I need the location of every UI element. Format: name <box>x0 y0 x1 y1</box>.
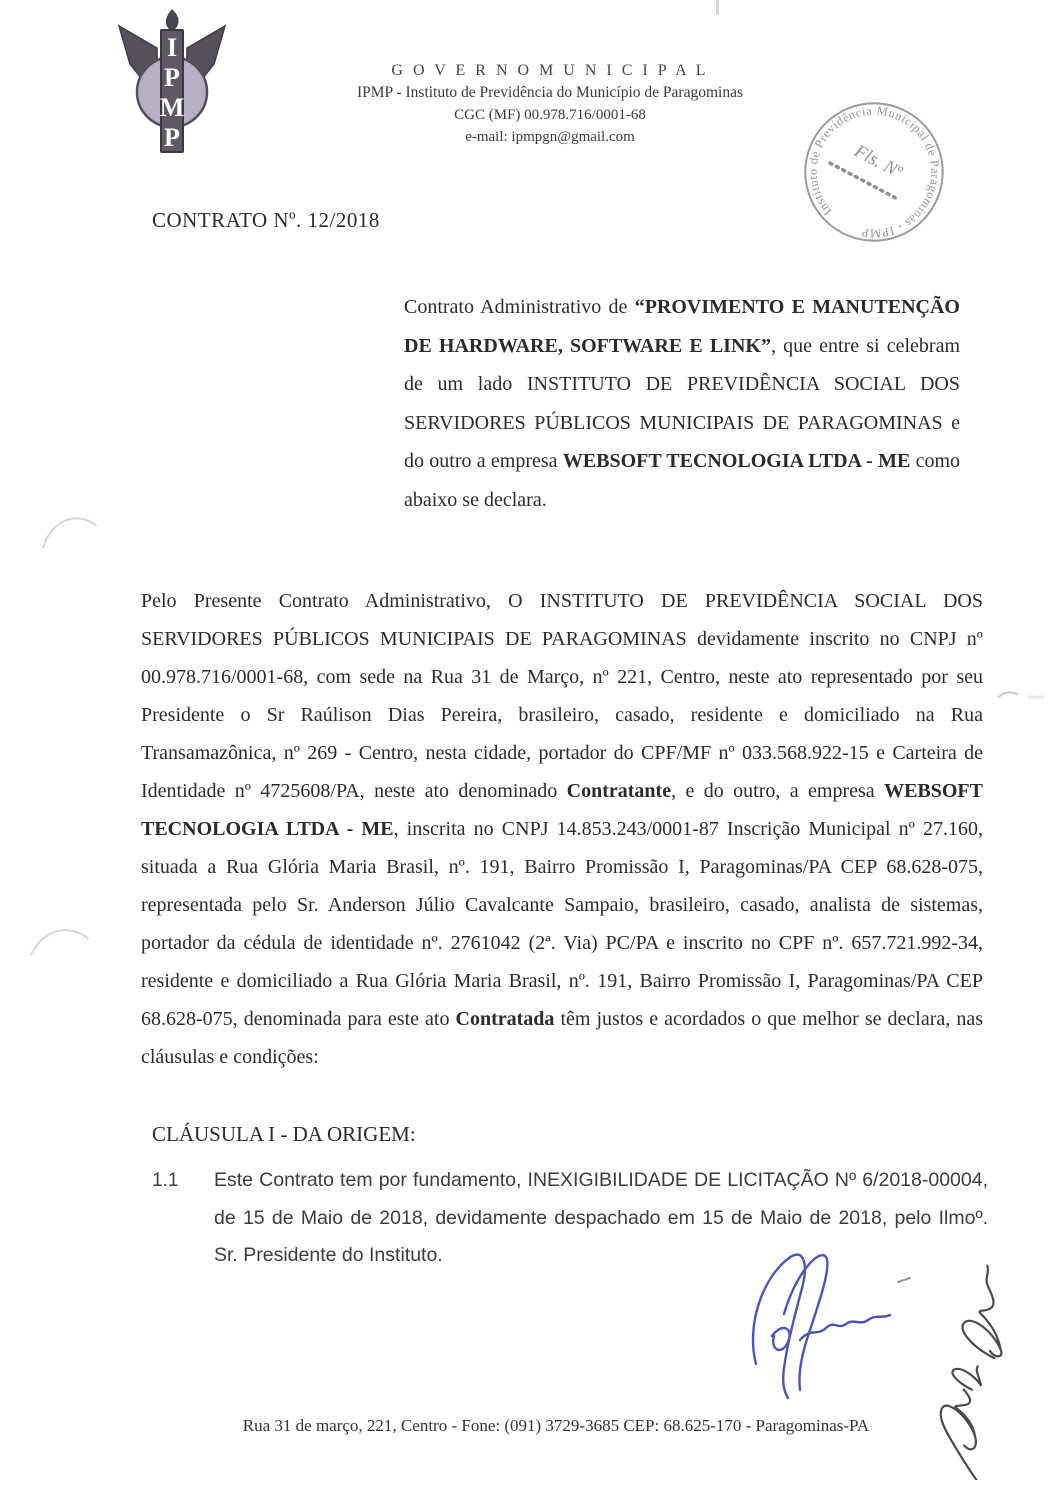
svg-text:P: P <box>164 63 180 92</box>
svg-text:P: P <box>164 123 180 152</box>
stamp-center <box>830 133 915 200</box>
contract-number: CONTRATO Nº. 12/2018 <box>152 208 380 232</box>
stamp-fls-label: Fls. Nº <box>851 140 906 182</box>
round-stamp <box>792 90 956 254</box>
svg-text:I: I <box>166 33 178 62</box>
letterhead <box>280 60 820 148</box>
flame-icon <box>166 10 178 31</box>
cgc-line: CGC (MF) 00.978.716/0001-68 <box>454 107 646 123</box>
contract-body-paragraph: Pelo Presente Contrato Administrativo, O INSTITUTO DE PREVIDÊNCIA SOCIAL DOS SERVIDORES PÚBLICOS MUNICIPAIS DE PARAGOMINAS devidamente inscrito no CNPJ nº 00.978.716/0001-68, com sede na Rua 31 de Março, nº 221, Centro, neste ato representado por seu Presidente o Sr Raúlison Dias Pereira, brasileiro, casado, residente e domiciliado na Rua Transamazônica, nº 269 - Centro, nesta cidade, portador do CPF/MF nº 033.568.922-15 e Carteira de Identidade nº 4725608/PA, neste ato denominado Contratante, e do outro, a empresa WEBSOFT TECNOLOGIA LTDA - ME, inscrita no CNPJ 14.853.243/0001-87 Inscrição Municipal nº 27.160, situada a Rua Glória Maria Brasil, nº. 191, Bairro Promissão I, Paragominas/PA CEP 68.628-075, representada pelo Sr. Anderson Júlio Cavalcante Sampaio, brasileiro, casado, analista de sistemas, portador da cédula de identidade nº. 2761042 (2ª. Via) PC/PA e inscrito no CPF nº. 657.721.992-34, residente e domiciliado a Rua Glória Maria Brasil, nº. 191, Bairro Promissão I, Paragominas/PA CEP 68.628-075, denominada para este ato Contratada têm justos e acordados o que melhor se declara, nas cláusulas e condições: <box>141 590 983 1068</box>
stamp-ring-text: Instituto de Previdência Municipal de Paragominas - IPMP <box>805 103 943 241</box>
signature-blue <box>742 1242 927 1407</box>
contract-preamble: Contrato Administrativo de “PROVIMENTO E MANUTENÇÃO DE HARDWARE, SOFTWARE E LINK”, que entre si celebram de um lado INSTITUTO DE PREVIDÊNCIA SOCIAL DOS SERVIDORES PÚBLICOS MUNICIPAIS DE PARAGOMINAS e do outro a empresa WEBSOFT TECNOLOGIA LTDA - ME como abaixo se declara. <box>404 296 961 511</box>
ipmp-logo-icon <box>106 8 238 160</box>
clause-item-number: 1.1 <box>152 1170 179 1191</box>
scan-artifact-mark <box>994 686 1054 710</box>
svg-text:M: M <box>159 93 185 122</box>
email-line: e-mail: ipmpgn@gmail.com <box>465 129 635 145</box>
clause-1-heading: CLÁUSULA I - DA ORIGEM: <box>152 1122 416 1146</box>
clause-item-text: Este Contrato tem por fundamento, INEXIGIBILIDADE DE LICITAÇÃO Nº 6/2018-00004, de 15 de Maio de 2018, devidamente despachado em 15 de Maio de 2018, pelo Ilmoº. Sr. Presidente do Instituto. <box>214 1169 988 1266</box>
scan-artifact-arc <box>25 915 95 965</box>
scan-artifact-arc <box>35 500 105 560</box>
institute-line: IPMP - Instituto de Previdência do Município de Paragominas <box>356 84 743 101</box>
gov-line: G O V E R N O M U N I C I P A L <box>391 62 709 79</box>
scan-artifact-tick <box>713 0 723 18</box>
footer-address: Rua 31 de março, 221, Centro - Fone: (091) 3729-3685 CEP: 68.625-170 - Paragominas-PA <box>242 1416 870 1435</box>
